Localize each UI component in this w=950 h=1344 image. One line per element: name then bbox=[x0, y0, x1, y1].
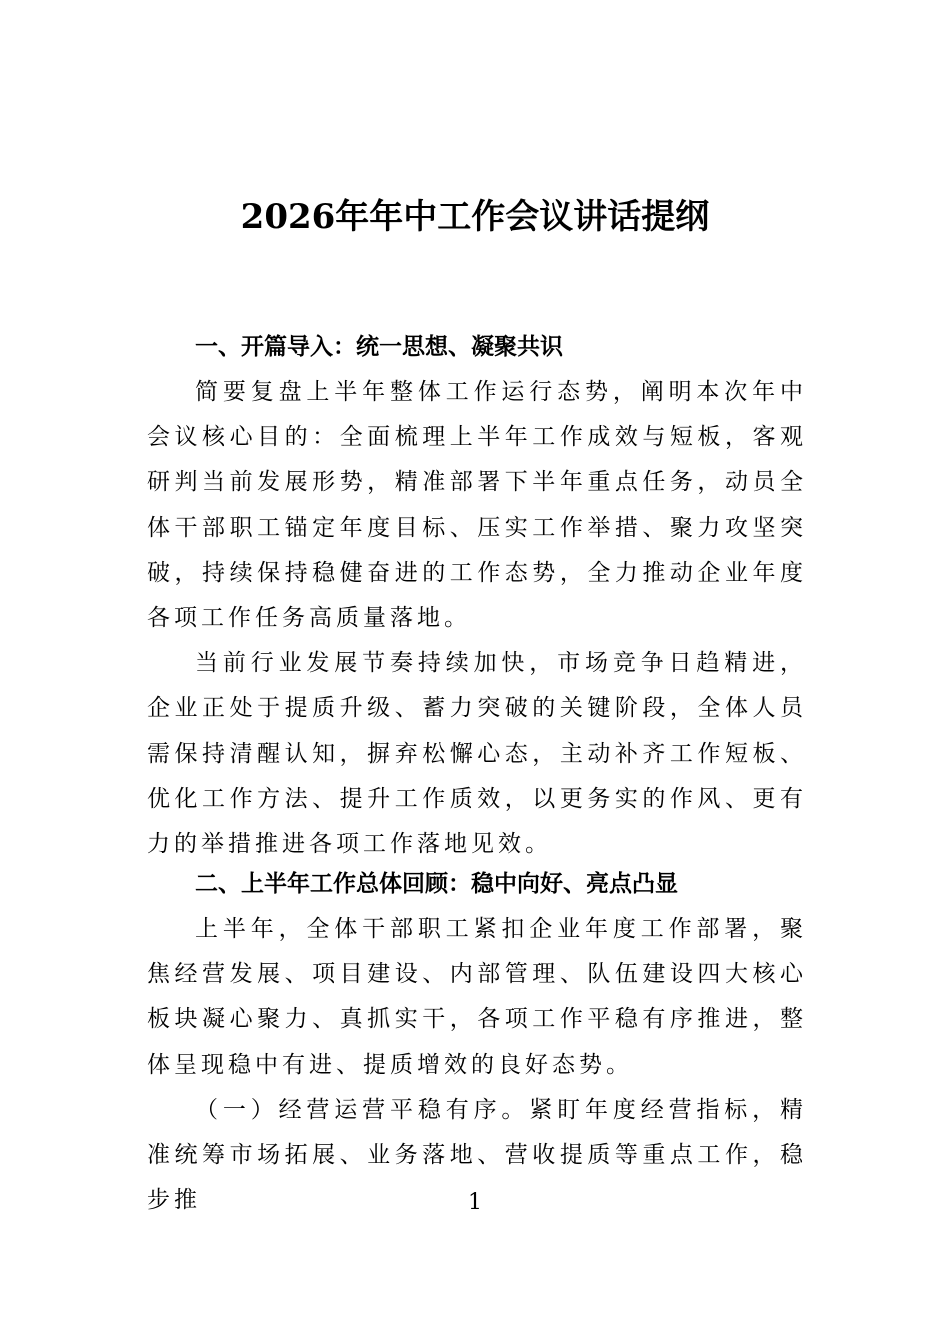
section-2-body bbox=[147, 907, 807, 1223]
subsection-lead: （一）经营运营平稳有序。 bbox=[195, 1096, 530, 1123]
paragraph: 当前行业发展节奏持续加快，市场竞争日趋精进，企业正处于提质升级、蓄力突破的关键阶段，全体人员需保持清醒认知，摒弃松懈心态，主动补齐工作短板、优化工作方法、提升工作质效，以更务实的作风、更有力的举措推进各项工作落地见效。 bbox=[147, 650, 807, 858]
section-heading-1: 一、开篇导入：统一思想、凝聚共识 bbox=[195, 334, 563, 360]
subsection-text: 紧盯年度经营指标，精准统筹市场拓展、业务落地、营收提质等重点工作，稳步推 bbox=[147, 1096, 808, 1214]
page-number: 1 bbox=[468, 1190, 482, 1215]
section-1-body bbox=[147, 370, 807, 867]
paragraph: 简要复盘上半年整体工作运行态势，阐明本次年中会议核心目的：全面梳理上半年工作成效与短板，客观研判当前发展形势，精准部署下半年重点任务，动员全体干部职工锚定年度目标、压实工作举措、聚力攻坚突破，持续保持稳健奋进的工作态势，全力推动企业年度各项工作任务高质量落地。 bbox=[147, 379, 807, 632]
section-heading-2: 二、上半年工作总体回顾：稳中向好、亮点凸显 bbox=[195, 871, 678, 897]
document-title: 2026年年中工作会议讲话提纲 bbox=[240, 197, 710, 237]
paragraph: 上半年，全体干部职工紧扣企业年度工作部署，聚焦经营发展、项目建设、内部管理、队伍建设四大核心板块凝心聚力、真抓实干，各项工作平稳有序推进，整体呈现稳中有进、提质增效的良好态势。 bbox=[147, 916, 807, 1078]
